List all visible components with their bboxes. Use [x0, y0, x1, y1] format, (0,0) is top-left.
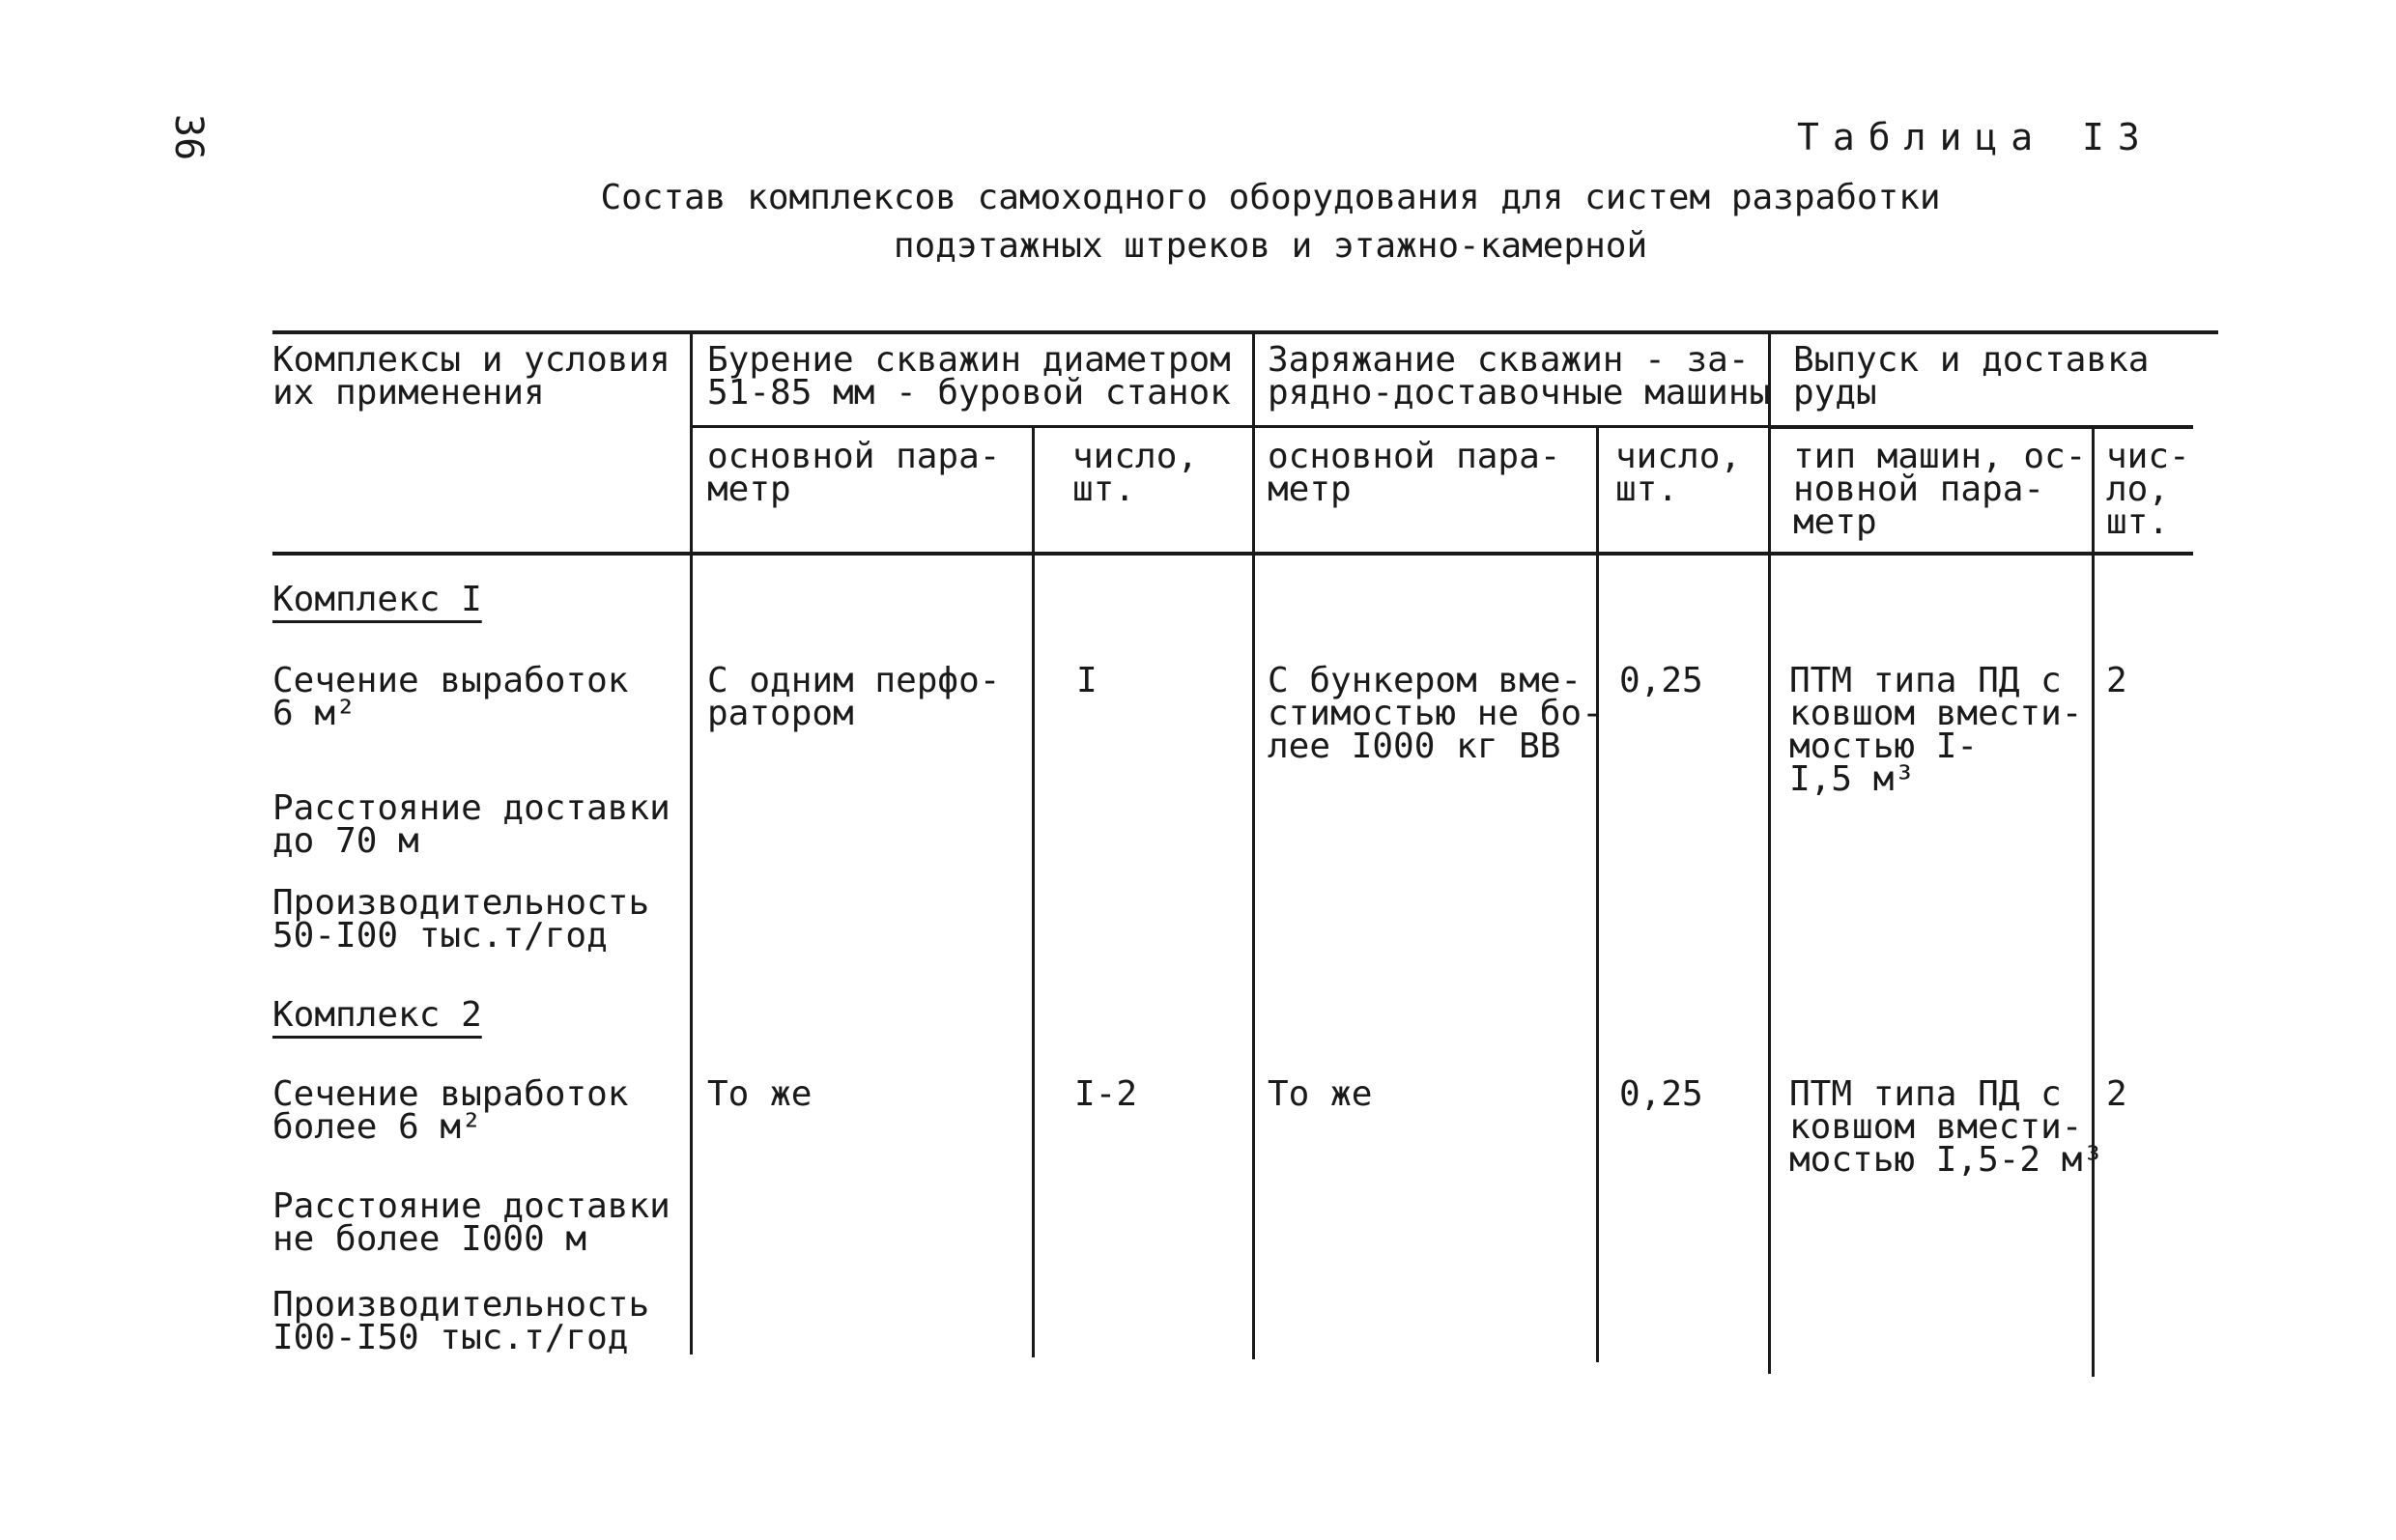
subheader-charge-count: число, шт. [1615, 437, 1742, 509]
complex2-charge-count: 0,25 [1619, 1074, 1703, 1114]
header-complexes: Комплексы и условия их применения [272, 340, 670, 413]
table-title-line2: подэтажных штреков и этажно-камерной [893, 226, 1648, 266]
header-bottom-rule [272, 552, 2193, 556]
col-divider-5 [1768, 330, 1771, 1374]
subheader-drill-count: число, шт. [1072, 437, 1199, 509]
complex1-productivity: Производительность 50-I00 тыс.т/год [272, 883, 650, 955]
complex1-drill-count: I [1076, 661, 1098, 700]
complex2-title: Комплекс 2 [272, 995, 482, 1035]
table-top-rule [272, 330, 2218, 334]
header-charging: Заряжание скважин - за- рядно-доставочные машины [1268, 340, 1771, 413]
complex2-drill-param: То же [707, 1074, 813, 1114]
complex1-load-count: 2 [2106, 661, 2127, 700]
col-divider-2 [1032, 425, 1035, 1357]
col-divider-3 [1252, 330, 1255, 1359]
header-delivery: Выпуск и доставка руды [1793, 340, 2150, 413]
col-divider-6 [2092, 425, 2095, 1377]
subheader-load-count: чис- ло, шт. [2106, 437, 2190, 542]
complex2-section: Сечение выработок более 6 м² [272, 1074, 629, 1147]
complex1-charge-count: 0,25 [1619, 661, 1703, 700]
complex1-drill-param: С одним перфо- ратором [707, 661, 1001, 733]
subheader-load-param: тип машин, ос- новной пара- метр [1793, 437, 2087, 542]
subheader-left-rule [690, 425, 1768, 428]
complex2-load-count: 2 [2106, 1074, 2127, 1114]
complex2-distance: Расстояние доставки не более I000 м [272, 1186, 670, 1259]
subheader-charge-param: основной пара- метр [1268, 437, 1561, 509]
complex2-productivity: Производительность I00-I50 тыс.т/год [272, 1285, 650, 1357]
complex2-drill-count: I-2 [1074, 1074, 1138, 1114]
subheader-rule [1768, 425, 2193, 429]
complex1-title: Комплекс I [272, 580, 482, 619]
col-divider-4 [1596, 425, 1599, 1362]
col-divider-1 [690, 330, 693, 1355]
table-label: Таблица I3 [1797, 116, 2154, 158]
header-drilling: Бурение скважин диаметром 51-85 мм - буровой станок [707, 340, 1231, 413]
table-title-line1: Состав комплексов самоходного оборудования для систем разработки [600, 178, 1941, 217]
complex1-load-param: ПТМ типа ПД с ковшом вмести- мостью I- I,5 м³ [1789, 661, 2083, 799]
page-number: 36 [166, 114, 211, 161]
complex1-distance: Расстояние доставки до 70 м [272, 788, 670, 861]
complex2-load-param: ПТМ типа ПД с ковшом вмести- мостью I,5-2 м³ [1789, 1074, 2104, 1180]
subheader-drill-param: основной пара- метр [707, 437, 1001, 509]
complex1-section: Сечение выработок 6 м² [272, 661, 629, 733]
complex1-charge-param: С бункером вме- стимостью не бо- лее I000 кг ВВ [1268, 661, 1603, 766]
complex2-charge-param: То же [1268, 1074, 1373, 1114]
